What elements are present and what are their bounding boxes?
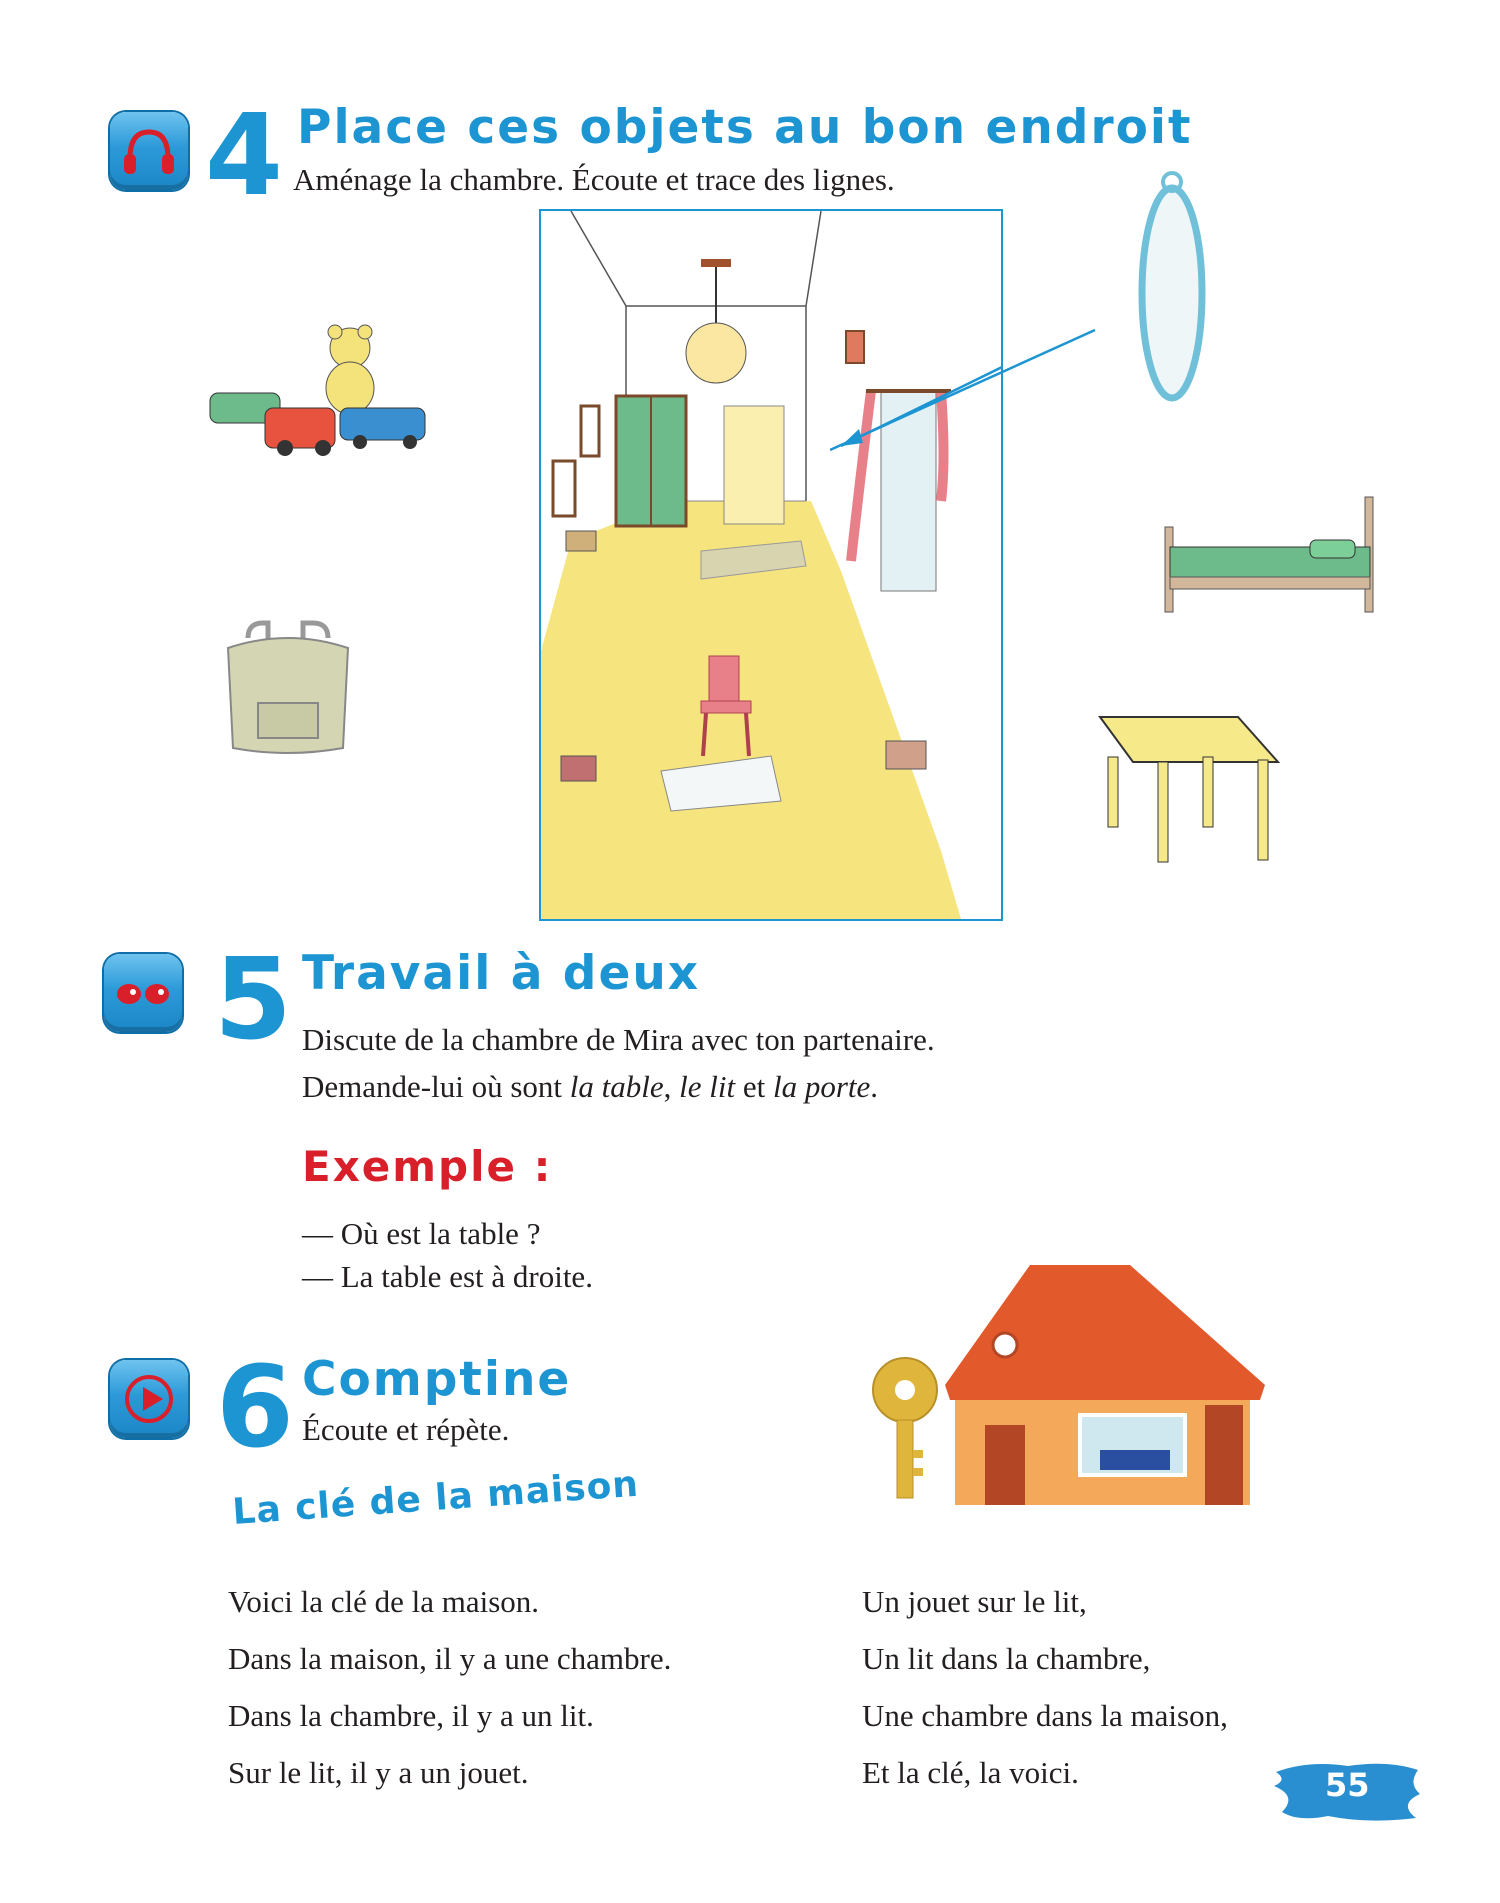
poem-line: Dans la maison, il y a une chambre. (228, 1641, 672, 1676)
item-table: la table (569, 1069, 664, 1104)
poem-line: Un jouet sur le lit, (862, 1584, 1087, 1619)
item-bed: le lit (679, 1069, 736, 1104)
exercise-title: Travail à deux (302, 946, 701, 1001)
example-line2: — La table est à droite. (302, 1259, 593, 1294)
separator: et (735, 1069, 773, 1104)
arrow-line (830, 325, 1100, 455)
end-punct: . (870, 1069, 879, 1104)
exercise-number: 4 (205, 91, 283, 221)
poem-title: La clé de la maison (231, 1463, 641, 1533)
headphones-icon (110, 112, 188, 190)
poem-line: Un lit dans la chambre, (862, 1641, 1151, 1676)
backpack-illustration[interactable] (218, 618, 358, 768)
exercise-title: Comptine (302, 1352, 572, 1407)
bed-illustration[interactable] (1160, 492, 1380, 622)
exercise-instruction: Écoute et répète. (302, 1412, 510, 1447)
exercise-instruction-line1: Discute de la chambre de Mira avec ton partenaire. (302, 1022, 935, 1057)
play-icon (110, 1360, 188, 1438)
poem-left-column (228, 1584, 671, 1812)
instruction-prefix: Demande-lui où sont (302, 1069, 570, 1104)
page-number: 55 (1325, 1766, 1370, 1804)
eyes-icon (104, 954, 182, 1032)
house-key-illustration (865, 1260, 1285, 1510)
poem-line: Dans la chambre, il y a un lit. (228, 1698, 594, 1733)
example-label: Exemple : (302, 1142, 553, 1191)
mirror-illustration[interactable] (1135, 168, 1210, 408)
poem-line: Sur le lit, il y a un jouet. (228, 1755, 529, 1790)
pair-work-icon-box[interactable] (104, 954, 182, 1032)
toys-illustration[interactable] (205, 318, 445, 468)
example-line1: — Où est la table ? (302, 1216, 541, 1251)
poem-right-column (862, 1584, 1228, 1812)
exercise-number: 6 (216, 1343, 294, 1473)
exercise-instruction: Aménage la chambre. Écoute et trace des lignes. (293, 162, 895, 197)
exercise-instruction-line2 (302, 1065, 878, 1108)
exercise-title: Place ces objets au bon endroit (297, 100, 1193, 155)
bedroom-illustration (539, 209, 1003, 921)
table-illustration[interactable] (1098, 712, 1288, 870)
exercise-number: 5 (214, 935, 292, 1065)
separator: , (663, 1069, 680, 1104)
item-door: la porte (772, 1069, 871, 1104)
poem-line: Et la clé, la voici. (862, 1755, 1079, 1790)
headphones-icon-box[interactable] (110, 112, 188, 190)
poem-line: Une chambre dans la maison, (862, 1698, 1228, 1733)
poem-line: Voici la clé de la maison. (228, 1584, 540, 1619)
play-icon-box[interactable] (110, 1360, 188, 1438)
